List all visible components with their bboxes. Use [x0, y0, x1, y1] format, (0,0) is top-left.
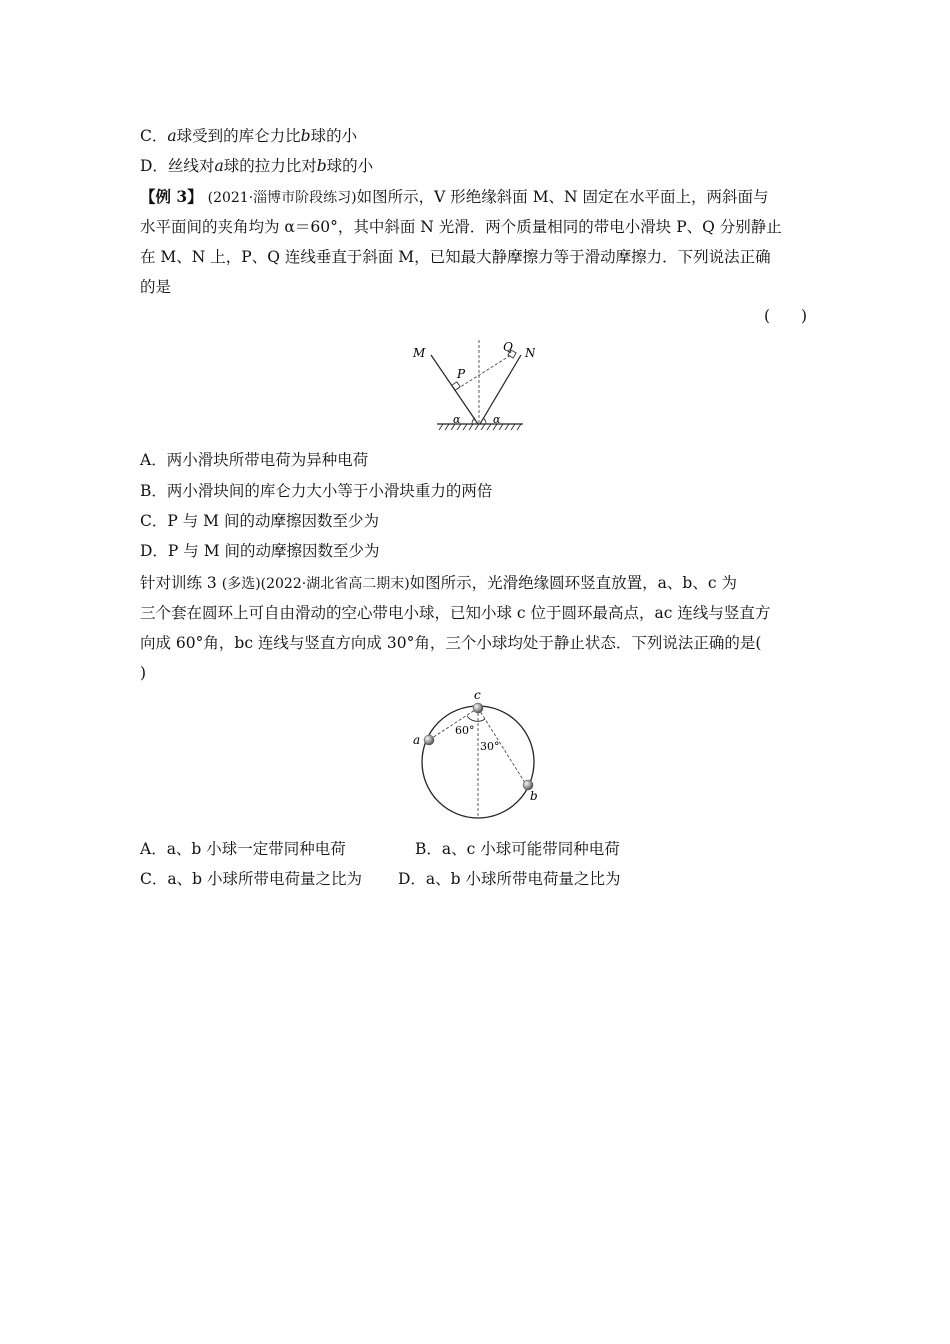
- right-angle-p: [452, 382, 460, 390]
- option-text: 球的拉力比对: [223, 157, 317, 175]
- option-text: 球的小: [326, 157, 374, 175]
- option-c: C．P 与 M 间的动摩擦因数至少为: [140, 512, 379, 530]
- angle-arc: [467, 716, 485, 721]
- example-source: (2021·淄博市阶段练习): [207, 190, 357, 206]
- var-b: b: [300, 127, 311, 145]
- training-option-d: D．a、b 小球所带电荷量之比为: [398, 870, 621, 888]
- label-alpha-right: α: [493, 413, 501, 426]
- option-text: 球受到的库仑力比: [176, 127, 301, 145]
- example3-line4: 的是: [140, 278, 172, 296]
- example3-line1: [140, 187, 769, 208]
- var-b: b: [316, 157, 327, 175]
- label-a: a: [413, 733, 421, 747]
- option-label: D．丝线对: [140, 157, 215, 175]
- option-a: A．两小滑块所带电荷为异种电荷: [140, 451, 369, 469]
- label-60: 60°: [455, 724, 475, 737]
- training-option-a: A．a、b 小球一定带同种电荷: [140, 840, 346, 858]
- training-tag: 针对训练 3: [140, 574, 217, 592]
- training-source: (多选)(2022·湖北省高二期末): [221, 576, 410, 592]
- label-q: Q: [503, 340, 513, 354]
- training-option-c: C．a、b 小球所带电荷量之比为: [140, 870, 362, 888]
- option-text: 球的小: [310, 127, 358, 145]
- training-text: 如图所示，光滑绝缘圆环竖直放置，a、b、c 为: [409, 574, 737, 592]
- pq-dashed-line: [457, 355, 511, 389]
- example3-line3: 在 M、N 上，P、Q 连线垂直于斜面 M，已知最大静摩擦力等于滑动摩擦力．下列说法正确: [140, 248, 771, 266]
- var-a: a: [167, 127, 177, 145]
- example3-line2: 水平面间的夹角均为 α＝60°，其中斜面 N 光滑．两个质量相同的带电小滑块 P、Q 分别静止: [140, 218, 782, 236]
- example-tag: 【例 3】: [140, 187, 203, 206]
- var-a: a: [214, 157, 224, 175]
- label-alpha-left: α: [453, 413, 461, 426]
- label-30: 30°: [480, 740, 500, 753]
- ball-c: [473, 703, 483, 713]
- option-label: C．: [140, 127, 168, 145]
- option-d: D．P 与 M 间的动摩擦因数至少为: [140, 542, 380, 560]
- example-text: 如图所示，V 形绝缘斜面 M、N 固定在水平面上，两斜面与: [356, 188, 769, 206]
- training3-line4: ): [140, 664, 147, 682]
- ring-figure: [405, 688, 550, 823]
- label-n: N: [525, 346, 535, 360]
- label-m: M: [413, 346, 426, 360]
- label-c: c: [474, 688, 481, 702]
- label-p: P: [457, 367, 466, 381]
- training3-line3: 向成 60°角，bc 连线与竖直方向成 30°角，三个小球均处于静止状态．下列说法正确的是(: [140, 634, 762, 652]
- ring: [422, 706, 534, 818]
- option-c-prev: [140, 126, 357, 146]
- ground-hatch: [439, 424, 521, 430]
- training3-line2: 三个套在圆环上可自由滑动的空心带电小球，已知小球 c 位于圆环最高点，ac 连线与竖直方: [140, 604, 771, 622]
- answer-bracket: ( ): [764, 307, 808, 325]
- training3-line1: [140, 573, 737, 594]
- slope-n: [480, 355, 521, 424]
- option-b: B．两小滑块间的库仑力大小等于小滑块重力的两倍: [140, 482, 493, 500]
- option-d-prev: [140, 156, 373, 176]
- training-option-b: B．a、c 小球可能带同种电荷: [415, 840, 620, 858]
- label-b: b: [530, 789, 538, 803]
- v-incline-figure: [405, 335, 535, 437]
- ball-a: [424, 735, 434, 745]
